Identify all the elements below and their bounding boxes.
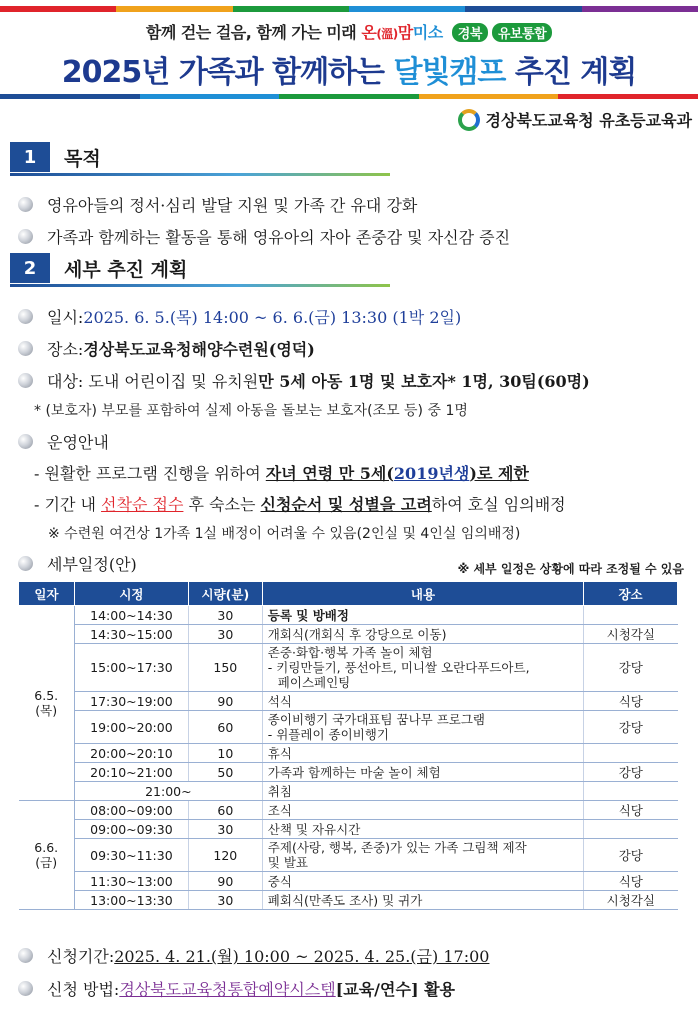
column-header-content: 내용: [262, 582, 583, 606]
pill-gyeongbuk: 경북: [452, 23, 488, 42]
guide-item: 운영안내: [18, 430, 109, 453]
list-item: 영유아들의 정서·심리 발달 지원 및 가족 간 유대 강화: [18, 193, 417, 216]
schedule-table: [18, 581, 678, 910]
bullet-icon: [18, 373, 33, 388]
schedule-item: 세부일정(안): [18, 552, 137, 575]
slogan: 함께 걷는 걸음, 함께 가는 미래 온(溫)맘미소 경북 유보통합: [0, 20, 698, 43]
table-row: 6.6. (금) 08:00~09:00 60 조식 식당: [19, 801, 678, 820]
date-item: 일시: 2025. 6. 5.(목) 14:00 ~ 6. 6.(금) 13:30 (1박 2일): [18, 305, 461, 328]
document-header: [0, 20, 698, 91]
table-row: 09:30~11:30 120 주제(사랑, 행복, 존중)가 있는 가족 그림책 제작 및 발표 강당: [19, 839, 678, 872]
pill-yubo: 유보통합: [492, 23, 552, 42]
table-row: 14:30~15:00 30 개회식(개회식 후 강당으로 이동) 시청각실: [19, 625, 678, 644]
bullet-icon: [18, 197, 33, 212]
application-period: 신청기간: 2025. 4. 21.(월) 10:00 ~ 2025. 4. 25.(금) 17:00: [18, 944, 489, 967]
bullet-icon: [18, 434, 33, 449]
table-row: 15:00~17:30 150 존중·화합·행복 가족 놀이 체험 - 키링만들기, 풍선아트, 미니쌀 오란다푸드아트, 페이스페인팅 강당: [19, 644, 678, 692]
bullet-icon: [18, 229, 33, 244]
table-row: 13:00~13:30 30 폐회식(만족도 조사) 및 귀가 시청각실: [19, 891, 678, 910]
bullet-icon: [18, 309, 33, 324]
bullet-icon: [18, 981, 33, 996]
section-heading-plan: 2 세부 추진 계획: [10, 253, 187, 283]
column-header-minutes: 시량(분): [188, 582, 262, 606]
column-header-time: 시정: [74, 582, 188, 606]
table-row: 19:00~20:00 60 종이비행기 국가대표팀 꿈나무 프로그램 - 위플레이 종이비행기 강당: [19, 711, 678, 744]
reservation-system-link[interactable]: 경상북도교육청통합예약시스템: [119, 980, 336, 999]
column-header-date: 일자: [19, 582, 75, 606]
table-row: 20:10~21:00 50 가족과 함께하는 마술 놀이 체험 강당: [19, 763, 678, 782]
day-cell-2: 6.6. (금): [19, 801, 75, 910]
bullet-icon: [18, 341, 33, 356]
section-divider: [10, 284, 390, 287]
section-divider: [10, 173, 390, 176]
table-row: 21:00~ 취침: [19, 782, 678, 801]
bullet-icon: [18, 556, 33, 571]
target-item: 대상: 도내 어린이집 및 유치원 만 5세 아동 1명 및 보호자* 1명, 30팀(60명): [18, 369, 590, 392]
application-method: 신청 방법: 경상북도교육청통합예약시스템 [교육/연수] 활용: [18, 977, 455, 1000]
table-row: 17:30~19:00 90 석식 식당: [19, 692, 678, 711]
page-title: 2025년 가족과 함께하는 달빛캠프 추진 계획: [61, 55, 637, 90]
table-row: 09:00~09:30 30 산책 및 자유시간: [19, 820, 678, 839]
table-row: 20:00~20:10 10 휴식: [19, 744, 678, 763]
place-item: 장소: 경상북도교육청해양수련원(영덕): [18, 337, 315, 360]
education-office-logo-icon: [458, 109, 480, 131]
day-cell-1: 6.5. (목): [19, 606, 75, 801]
guide-line-booking: - 기간 내 선착순 접수 후 숙소는 신청순서 및 성별을 고려하여 호실 임의배정: [34, 495, 566, 514]
table-row: 11:30~13:00 90 중식 식당: [19, 872, 678, 891]
list-item: 가족과 함께하는 활동을 통해 영유아의 자아 존중감 및 자신감 증진: [18, 225, 510, 248]
target-note: * (보호자) 부모를 포함하여 실제 아동을 돌보는 보호자(조모 등) 중 1명: [34, 403, 468, 419]
guide-note: ※ 수련원 여건상 1가족 1실 배정이 어려울 수 있음(2인실 및 4인실 임의배정): [48, 526, 521, 542]
organization: 경상북도교육청 유초등교육과: [458, 108, 693, 131]
guide-line-age: - 원활한 프로그램 진행을 위하여 자녀 연령 만 5세(2019년생)로 제한: [34, 464, 529, 483]
column-header-place: 장소: [584, 582, 678, 606]
top-color-strip: [0, 6, 698, 12]
schedule-note: ※ 세부 일정은 상황에 따라 조정될 수 있음: [457, 562, 684, 576]
table-header-row: [19, 582, 678, 606]
header-rule: [0, 94, 698, 99]
bullet-icon: [18, 948, 33, 963]
table-row: 6.5. (목) 14:00~14:30 30 등록 및 방배정: [19, 606, 678, 625]
section-heading-purpose: 1 목적: [10, 142, 101, 172]
